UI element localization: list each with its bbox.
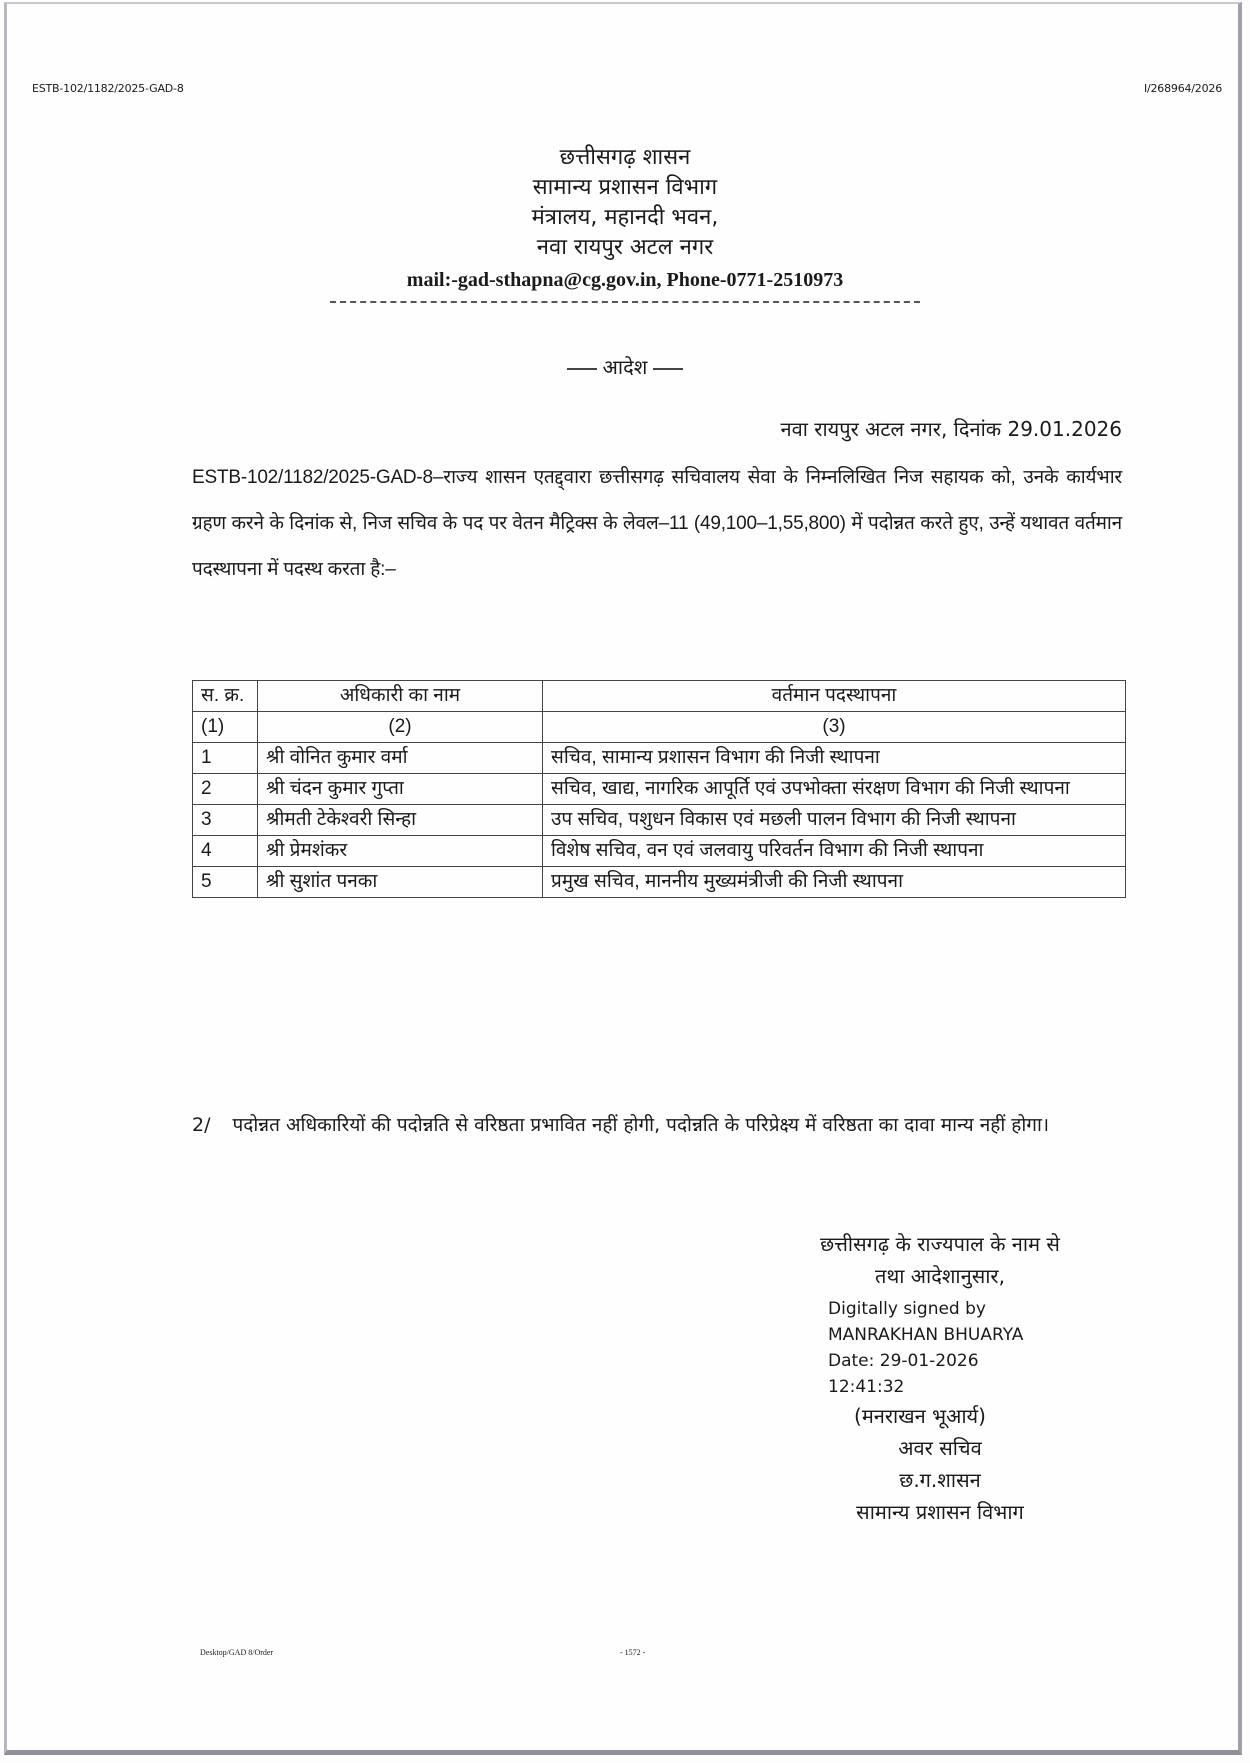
table-row (193, 774, 1126, 805)
paragraph-number: 2/ (192, 1114, 211, 1136)
row-posting: सचिव, सामान्य प्रशासन विभाग की निजी स्थापना (543, 743, 1126, 774)
title-dash-right (653, 368, 683, 370)
governor-order-line: छत्तीसगढ़ के राज्यपाल के नाम से (820, 1232, 1060, 1256)
department-name: सामान्य प्रशासन विभाग (532, 175, 718, 200)
signatory-govt: छ.ग.शासन (899, 1468, 981, 1492)
row-officer-name: श्री चंदन कुमार गुप्ता (258, 774, 543, 805)
row-serial: 2 (193, 774, 258, 805)
row-posting: उप सचिव, पशुधन विकास एवं मछली पालन विभाग की निजी स्थापना (543, 805, 1126, 836)
signature-date: Date: 29-01-2026 (828, 1351, 979, 1371)
row-posting: सचिव, खाद्य, नागरिक आपूर्ति एवं उपभोक्ता संरक्षण विभाग की निजी स्थापना (543, 774, 1126, 805)
place-date: नवा रायपुर अटल नगर, दिनांक 29.01.2026 (780, 417, 1122, 441)
header-current-posting: वर्तमान पदस्थापना (543, 681, 1126, 712)
row-posting: प्रमुख सचिव, माननीय मुख्यमंत्रीजी की निजी स्थापना (543, 867, 1126, 898)
table-row (193, 836, 1126, 867)
footer-file-path: Desktop/GAD 8/Order (200, 1648, 274, 1657)
signatory-department: सामान्य प्रशासन विभाग (856, 1500, 1024, 1524)
signer-name: MANRAKHAN BHUARYA (828, 1325, 1024, 1345)
promotion-table (192, 680, 1126, 898)
row-officer-name: श्री प्रेमशंकर (258, 836, 543, 867)
table-row (193, 743, 1126, 774)
digital-signature (828, 1296, 1150, 1400)
row-officer-name: श्री वोनित कुमार वर्मा (258, 743, 543, 774)
col-num-1: (1) (193, 712, 258, 743)
order-paragraph-1: ESTB-102/1182/2025-GAD-8–राज्य शासन एतद्द्वारा छत्तीसगढ़ सचिवालय सेवा के निम्नलिखित निज सहायक को, उनके कार्यभार ग्रहण करने के दिनांक से, निज सचिव के पद पर वेतन मैट्रिक्स के लेवल–11 (49,100–1,55,800) में पदोन्नत करते हुए, उन्हें यथावत वर्तमान पदस्थापना में पदस्थ करता है:– (192, 467, 1122, 580)
order-authority-line: तथा आदेशानुसार, (875, 1264, 1005, 1288)
header-officer-name: अधिकारी का नाम (258, 681, 543, 712)
row-serial: 3 (193, 805, 258, 836)
order-title (0, 353, 1250, 380)
paragraph-2-text: पदोन्नत अधिकारियों की पदोन्नति से वरिष्ठता प्रभावित नहीं होगी, पदोन्नति के परिप्रेक्ष्य में वरिष्ठता का दावा मान्य नहीं होगा। (232, 1114, 1050, 1136)
contact-info: mail:-gad-sthapna@cg.gov.in, Phone-0771-2510973 (406, 269, 844, 291)
column-number-row (193, 712, 1126, 743)
file-reference: ESTB-102/1182/2025-GAD-8 (32, 82, 184, 95)
signatory-designation: अवर सचिव (898, 1436, 982, 1460)
letterhead (0, 143, 1250, 303)
signed-by-label: Digitally signed by (828, 1299, 986, 1319)
building-name: मंत्रालय, महानदी भवन, (531, 205, 719, 230)
row-posting: विशेष सचिव, वन एवं जलवायु परिवर्तन विभाग की निजी स्थापना (543, 836, 1126, 867)
order-title-text: आदेश (602, 355, 648, 379)
header-serial: स. क्र. (193, 681, 258, 712)
order-paragraph-2 (192, 1102, 1122, 1148)
city-name: नवा रायपुर अटल नगर (536, 235, 714, 260)
col-num-3: (3) (543, 712, 1126, 743)
row-officer-name: श्री सुशांत पनका (258, 867, 543, 898)
signatory-name-hindi: (मनराखन भूआर्य) (854, 1404, 986, 1428)
table-header-row (193, 681, 1126, 712)
table-row (193, 805, 1126, 836)
title-dash-left (567, 368, 597, 370)
row-serial: 4 (193, 836, 258, 867)
footer-page-number: - 1572 - (620, 1648, 646, 1657)
row-serial: 1 (193, 743, 258, 774)
signature-time: 12:41:32 (828, 1377, 905, 1397)
row-serial: 5 (193, 867, 258, 898)
table-row (193, 867, 1126, 898)
govt-name: छत्तीसगढ़ शासन (559, 145, 691, 170)
row-officer-name: श्रीमती टेकेश्वरी सिन्हा (258, 805, 543, 836)
dashed-divider (330, 301, 920, 303)
receipt-reference: I/268964/2026 (1143, 82, 1222, 95)
col-num-2: (2) (258, 712, 543, 743)
signature-block (730, 1228, 1150, 1528)
